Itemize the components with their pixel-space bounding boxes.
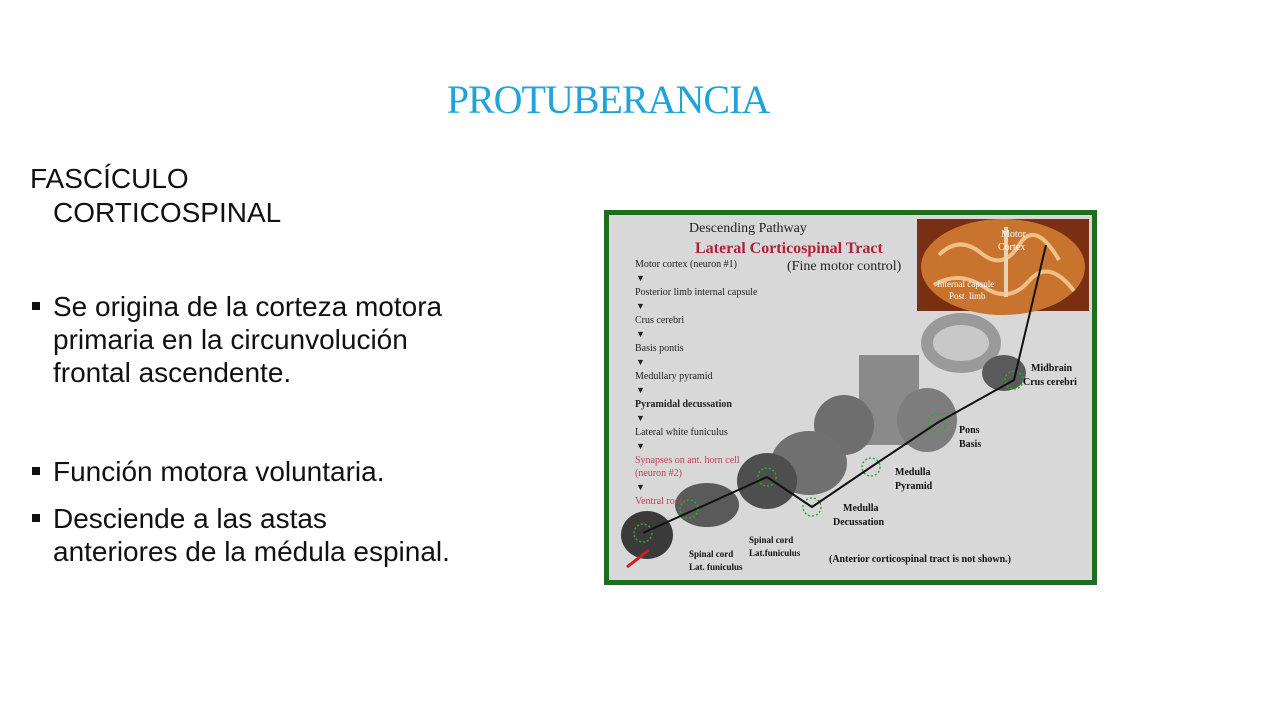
- label-medulla-decussation: Medulla: [843, 503, 879, 514]
- heading-line-1: FASCÍCULO: [30, 163, 189, 194]
- diagram-header: Descending Pathway: [689, 221, 807, 236]
- step-9: Ventral root: [635, 496, 683, 507]
- step-1: Motor cortex (neuron #1): [635, 259, 737, 270]
- bullet-item-origin: Se origina de la corteza motora primaria en la circunvolución frontal ascendente.: [30, 290, 450, 389]
- bullet-item-descends: Desciende a las astas anteriores de la médula espinal.: [30, 502, 450, 568]
- label-post-limb: Post. limb: [949, 291, 986, 301]
- content-column: [30, 162, 450, 568]
- step-3: Crus cerebri: [635, 315, 685, 326]
- diagram-title: Lateral Corticospinal Tract: [695, 240, 883, 257]
- diagram-footnote: (Anterior corticospinal tract is not shown.): [829, 554, 1012, 565]
- label-pyramid: Pyramid: [895, 481, 933, 492]
- label-spinal-cord-b: Spinal cord: [689, 549, 734, 559]
- slide-title: PROTUBERANCIA: [446, 77, 770, 122]
- label-medulla: Medulla: [895, 467, 931, 478]
- label-crus-cerebri: Crus cerebri: [1023, 377, 1077, 388]
- bullet-item-function: Función motora voluntaria.: [30, 455, 450, 488]
- label-motor: Motor: [1001, 229, 1026, 240]
- down-arrow-icon: ▼: [636, 273, 645, 283]
- section-heading: [30, 162, 450, 230]
- heading-line-2: CORTICOSPINAL: [53, 197, 282, 228]
- down-arrow-icon: ▼: [636, 441, 645, 451]
- label-internal-capsule: Internal capsule: [937, 279, 995, 289]
- step-8b: (neuron #2): [635, 468, 682, 479]
- label-basis: Basis: [959, 439, 982, 450]
- step-8: Synapses on ant. horn cell: [635, 455, 740, 466]
- label-midbrain: Midbrain: [1031, 363, 1073, 374]
- label-cortex: Cortex: [998, 242, 1026, 253]
- bullet-list: [30, 290, 450, 568]
- label-lat-funiculus-b: Lat. funiculus: [689, 562, 743, 572]
- down-arrow-icon: ▼: [636, 385, 645, 395]
- label-lat-funiculus-a: Lat.funiculus: [749, 548, 801, 558]
- label-decussation: Decussation: [833, 517, 885, 528]
- label-pons: Pons: [959, 425, 980, 436]
- step-5: Medullary pyramid: [635, 371, 713, 382]
- step-2: Posterior limb internal capsule: [635, 287, 758, 298]
- down-arrow-icon: ▼: [636, 329, 645, 339]
- down-arrow-icon: ▼: [636, 482, 645, 492]
- step-6: Pyramidal decussation: [635, 399, 732, 410]
- label-spinal-cord-a: Spinal cord: [749, 535, 794, 545]
- down-arrow-icon: ▼: [636, 301, 645, 311]
- down-arrow-icon: ▼: [636, 413, 645, 423]
- corticospinal-diagram: [604, 210, 1097, 585]
- step-4: Basis pontis: [635, 343, 684, 354]
- step-7: Lateral white funiculus: [635, 427, 728, 438]
- down-arrow-icon: ▼: [636, 357, 645, 367]
- diagram-subtitle: (Fine motor control): [787, 259, 902, 274]
